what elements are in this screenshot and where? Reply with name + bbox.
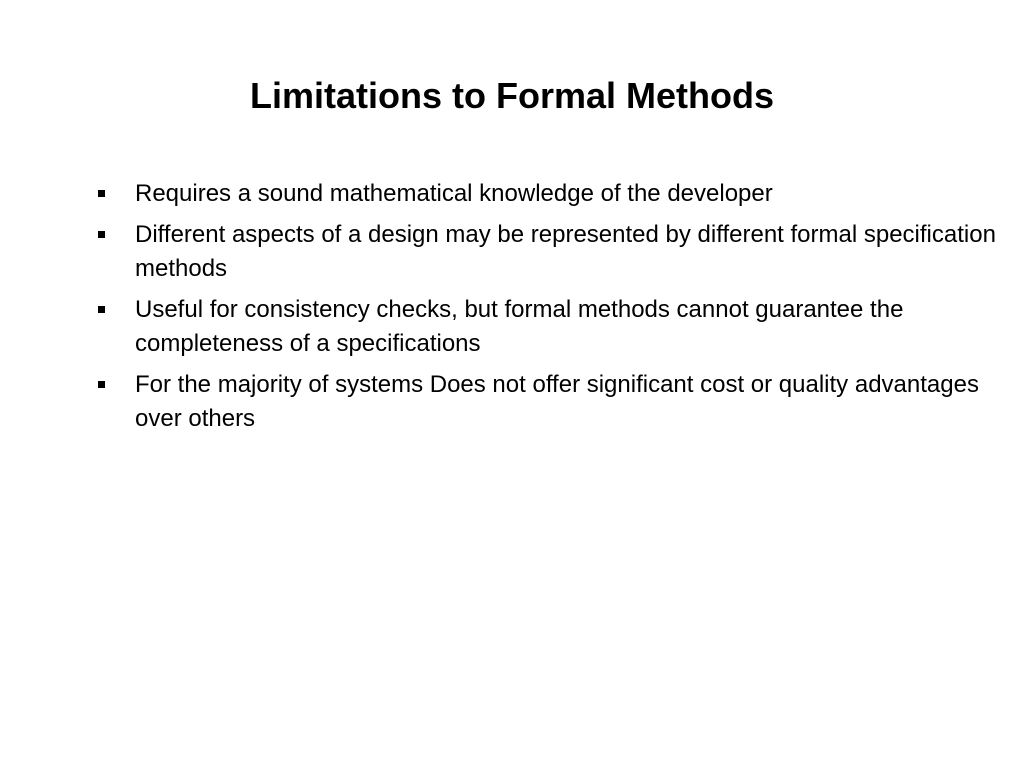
bullet-text: For the majority of systems Does not offer significant cost or quality advantages over others [135,371,979,432]
square-bullet-icon [98,190,105,197]
square-bullet-icon [98,381,105,388]
bullet-item [96,293,996,361]
bullet-text: Different aspects of a design may be represented by different formal specification methods [135,221,996,282]
bullet-text: Useful for consistency checks, but formal methods cannot guarantee the completeness of a specifications [135,296,904,357]
bullet-item [96,177,996,211]
square-bullet-icon [98,231,105,238]
bullet-item [96,368,996,436]
slide-title: Limitations to Formal Methods [249,75,774,116]
bullet-item [96,218,996,286]
bullet-text: Requires a sound mathematical knowledge of the developer [135,180,773,207]
bullet-list [96,177,996,443]
square-bullet-icon [98,306,105,313]
